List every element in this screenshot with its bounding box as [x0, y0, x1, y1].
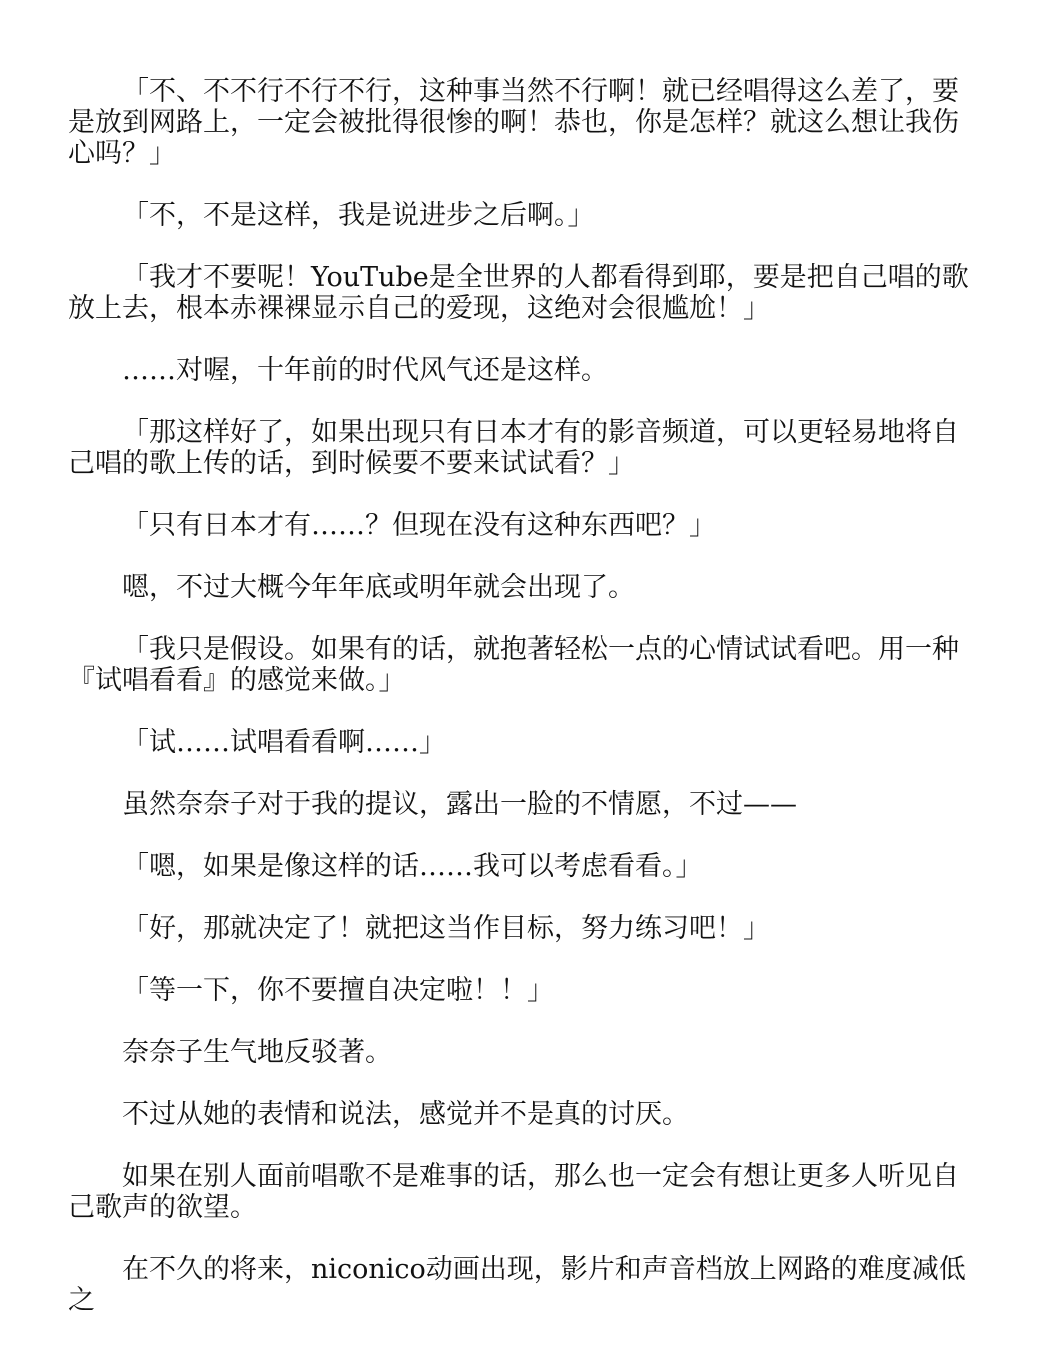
paragraph-10: 虽然奈奈子对于我的提议，露出一脸的不情愿，不过——: [122, 789, 797, 820]
paragraph-16: 如果在别人面前唱歌不是难事的话，那么也一定会有想让更多人听见自己歌声的欲望。: [68, 1161, 959, 1223]
paragraph-9: 「试……试唱看看啊……」: [122, 727, 446, 758]
paragraph-14: 奈奈子生气地反驳著。: [122, 1037, 392, 1068]
document-page: [68, 76, 978, 1316]
paragraph-6: 「只有日本才有……？但现在没有这种东西吧？」: [122, 510, 716, 541]
paragraph-15: 不过从她的表情和说法，感觉并不是真的讨厌。: [122, 1099, 689, 1130]
paragraph-1: 「不、不不行不行不行，这种事当然不行啊！就已经唱得这么差了，要是放到网路上，一定会被批得很惨的啊！恭也，你是怎样？就这么想让我伤心吗？」: [68, 76, 959, 169]
paragraph-2: 「不，不是这样，我是说进步之后啊。」: [122, 200, 595, 231]
paragraph-17: 在不久的将来，niconico动画出现，影片和声音档放上网路的难度减低之: [68, 1254, 966, 1316]
paragraph-8: 「我只是假设。如果有的话，就抱著轻松一点的心情试试看吧。用一种『试唱看看』的感觉来做。」: [68, 634, 959, 696]
paragraph-7: 嗯，不过大概今年年底或明年就会出现了。: [122, 572, 635, 603]
paragraph-12: 「好，那就决定了！就把这当作目标，努力练习吧！」: [122, 913, 770, 944]
paragraph-5: 「那这样好了，如果出现只有日本才有的影音频道，可以更轻易地将自己唱的歌上传的话，到时候要不要来试试看？」: [68, 417, 959, 479]
paragraph-11: 「嗯，如果是像这样的话……我可以考虑看看。」: [122, 851, 703, 882]
paragraph-13: 「等一下，你不要擅自决定啦！！」: [122, 975, 554, 1006]
paragraph-3: 「我才不要呢！YouTube是全世界的人都看得到耶，要是把自己唱的歌放上去，根本赤裸裸显示自己的爱现，这绝对会很尴尬！」: [68, 262, 969, 324]
paragraph-4: ……对喔，十年前的时代风气还是这样。: [122, 355, 608, 386]
